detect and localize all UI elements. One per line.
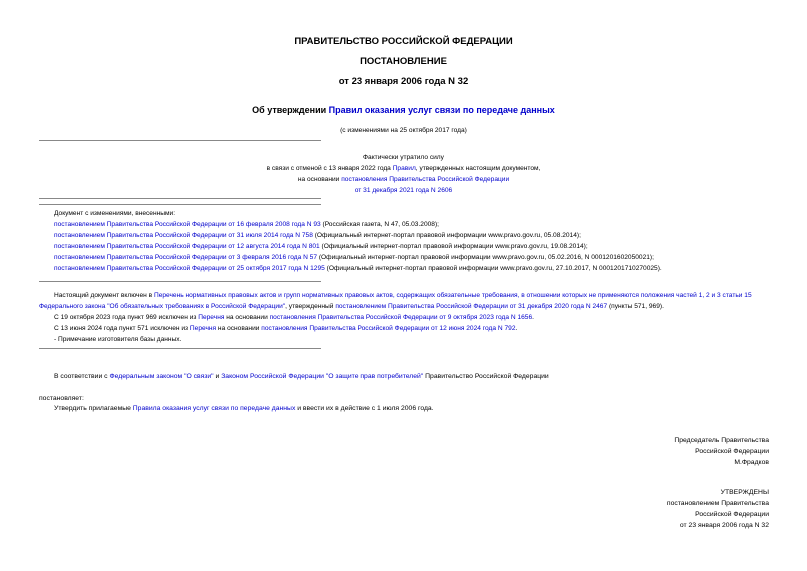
change-item: постановлением Правительства Российской Федерации от 12 августа 2014 года N 801 (Официальный интернет-портал правовой информации www.pravo.gov.ru, 19.08.2014);: [54, 243, 588, 250]
approved-label: УТВЕРЖДЕНЫ: [720, 489, 769, 496]
doc-date: от 23 января 2006 года N 32: [338, 76, 469, 87]
status-line-1: Фактически утратило силу: [363, 154, 444, 161]
change-item: постановлением Правительства Российской Федерации от 16 февраля 2008 года N 93 (Российская газета, N 47, 05.03.2008);: [54, 221, 439, 228]
preamble: В соответствии с Федеральным законом "О связи" и Законом Российской Федерации "О защите прав потребителей" Правительство Российской Федерации: [54, 373, 549, 380]
note-resolution-link[interactable]: постановлением Правительства Российской Федерации от 31 декабря 2020 года N 2467: [335, 303, 608, 310]
note-law-link[interactable]: и 3 статьи 15 Федерального закона "Об обязательных требованиях в Российской Федерации": [39, 292, 752, 310]
status-rules-link[interactable]: Правил: [392, 165, 416, 172]
approved-block: [667, 487, 769, 531]
change-item: постановлением Правительства Российской Федерации от 31 июля 2014 года N 758 (Официальный интернет-портал правовой информации www.pravo.gov.ru, 05.08.2014);: [54, 232, 581, 239]
signature-position: Председатель Правительства: [674, 437, 769, 444]
decree-rules-link[interactable]: Правила оказания услуг связи по передаче данных: [132, 405, 296, 412]
amendments-note: (с изменениями на 25 октября 2017 года): [340, 127, 467, 134]
signature-block: [674, 435, 769, 468]
change-link[interactable]: постановлением Правительства Российской Федерации от 31 июля 2014 года N 758: [54, 232, 313, 239]
doc-title: [0, 105, 807, 115]
divider: [39, 198, 321, 199]
note-resolution-link[interactable]: постановления Правительства Российской Федерации от 9 октября 2023 года N 1656: [269, 314, 533, 321]
divider: [39, 140, 321, 141]
law-communications-link[interactable]: Федеральным законом "О связи": [109, 373, 214, 380]
change-item: постановлением Правительства Российской Федерации от 25 октября 2017 года N 1295 (Официальный интернет-портал правовой информации www.pravo.gov.ru, 27.10.2017, N 0001201710270025).: [54, 265, 662, 272]
note-block: [39, 290, 769, 345]
approved-line-2: постановлением Правительства: [666, 500, 769, 507]
divider: [39, 281, 321, 282]
signature-name: М.Фрадков: [734, 459, 769, 466]
changes-intro: Документ с изменениями, внесенными:: [54, 210, 176, 217]
change-link[interactable]: постановлением Правительства Российской Федерации от 25 октября 2017 года N 1295: [54, 265, 325, 272]
change-link[interactable]: постановлением Правительства Российской Федерации от 16 февраля 2008 года N 93: [54, 221, 321, 228]
status-block: [0, 152, 807, 196]
org-name: ПРАВИТЕЛЬСТВО РОССИЙСКОЙ ФЕДЕРАЦИИ: [294, 36, 513, 47]
status-line-2: в связи с отменой с 13 января 2022 года Правил, утвержденных настоящим документом,: [266, 165, 541, 172]
note-list-link[interactable]: Перечня: [198, 314, 225, 321]
note-resolution-link[interactable]: постановления Правительства Российской Федерации от 12 июня 2024 года N 792: [261, 325, 516, 332]
change-link[interactable]: постановлением Правительства Российской Федерации от 3 февраля 2016 года N 57: [54, 254, 318, 261]
note-list-link[interactable]: Перечень нормативных правовых актов и групп нормативных правовых актов, содержащих обязательные требования, в отношении которых не применяются положения частей 1, 2: [153, 292, 710, 299]
title-prefix: Об утверждении: [252, 105, 329, 115]
change-link[interactable]: постановлением Правительства Российской Федерации от 12 августа 2014 года N 801: [54, 243, 320, 250]
title-rules-link[interactable]: Правил оказания услуг связи по передаче данных: [328, 105, 555, 115]
status-line-4: [0, 185, 807, 196]
divider: [39, 348, 321, 349]
approved-line-4: от 23 января 2006 года N 32: [679, 522, 769, 529]
note-list-link[interactable]: Перечня: [189, 325, 217, 332]
signature-country: Российской Федерации: [695, 448, 769, 455]
status-resolution-link[interactable]: постановления Правительства Российской Федерации: [341, 176, 510, 183]
divider: [39, 204, 321, 205]
note-paragraph-4: - Примечание изготовителя базы данных.: [54, 336, 182, 343]
change-item: постановлением Правительства Российской Федерации от 3 февраля 2016 года N 57 (Официальный интернет-портал правовой информации www.pravo.gov.ru, 05.02.2016, N 0001201602050021);: [54, 254, 654, 261]
status-line-3: на основании постановления Правительства Российской Федерации: [297, 176, 510, 183]
law-consumer-rights-link[interactable]: Законом Российской Федерации "О защите прав потребителей": [221, 373, 424, 380]
doc-type: ПОСТАНОВЛЕНИЕ: [360, 56, 447, 67]
changes-block: [54, 208, 794, 274]
approved-line-3: Российской Федерации: [695, 511, 769, 518]
status-date-link[interactable]: от 31 декабря 2021 года N 2606: [354, 187, 453, 194]
decree-word: постановляет:: [39, 395, 84, 402]
note-paragraph-1: Настоящий документ включен в Перечень нормативных правовых актов и групп нормативных правовых актов, содержащих обязательные требования, в отношении которых не применяются положения частей 1, 2 и 3 статьи 15 Федерального закона "Об обязательных требованиях в Российской Федерации", утвержденный постановлением Правительства Российской Федерации от 31 декабря 2020 года N 2467 (пункты 571, 969).: [39, 292, 752, 310]
decree-text: Утвердить прилагаемые Правила оказания услуг связи по передаче данных и ввести их в действие с 1 июля 2006 года.: [54, 405, 434, 412]
note-paragraph-2: С 19 октября 2023 года пункт 969 исключен из Перечня на основании постановления Правительства Российской Федерации от 9 октября 2023 года N 1656.: [54, 314, 534, 321]
note-paragraph-3: С 13 июня 2024 года пункт 571 исключен из Перечня на основании постановления Правительства Российской Федерации от 12 июня 2024 года N 792.: [54, 325, 518, 332]
